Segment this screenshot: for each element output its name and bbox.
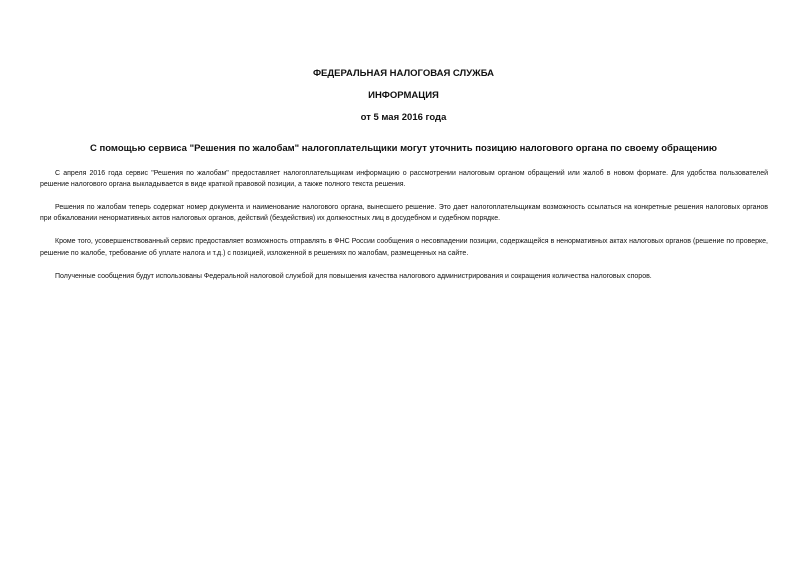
document-date: от 5 мая 2016 года xyxy=(360,112,447,123)
paragraph-1: С апреля 2016 года сервис "Решения по жалобам" предоставляет налогоплательщикам информацию о рассмотрении налоговым органом обращений или жалоб в новом формате. Для удобства пользователей решение налогового органа выкладывается в виде краткой правовой позиции, а также полного текста решения. xyxy=(40,170,768,189)
paragraph-3: Кроме того, усовершенствованный сервис предоставляет возможность отправлять в ФНС России сообщения о несовпадении позиции, содержащейся в ненормативных актах налоговых органов (решение по проверке, решение по жалобе, требование об уплате налога и т.д.) с позицией, изложенной в решениях по жалобам, размещенных на сайте. xyxy=(40,238,768,257)
document-body xyxy=(40,168,768,293)
paragraph-2: Решения по жалобам теперь содержат номер документа и наименование налогового органа, вынесшего решение. Это дает налогоплательщикам возможность ссылаться на конкретные решения налоговых органов при обжаловании ненормативных актов налоговых органов, действий (бездействия) их должностных лиц в досудебном и судебном порядке. xyxy=(40,204,768,223)
paragraph-4: Полученные сообщения будут использованы Федеральной налоговой службой для повышения качества налогового администрирования и сокращения количества налоговых споров. xyxy=(55,272,652,280)
document-title: С помощью сервиса "Решения по жалобам" налогоплательщики могут уточнить позицию налогового органа по своему обращению xyxy=(90,143,717,154)
document-type: ИНФОРМАЦИЯ xyxy=(368,90,439,101)
organization-name: ФЕДЕРАЛЬНАЯ НАЛОГОВАЯ СЛУЖБА xyxy=(312,68,495,79)
